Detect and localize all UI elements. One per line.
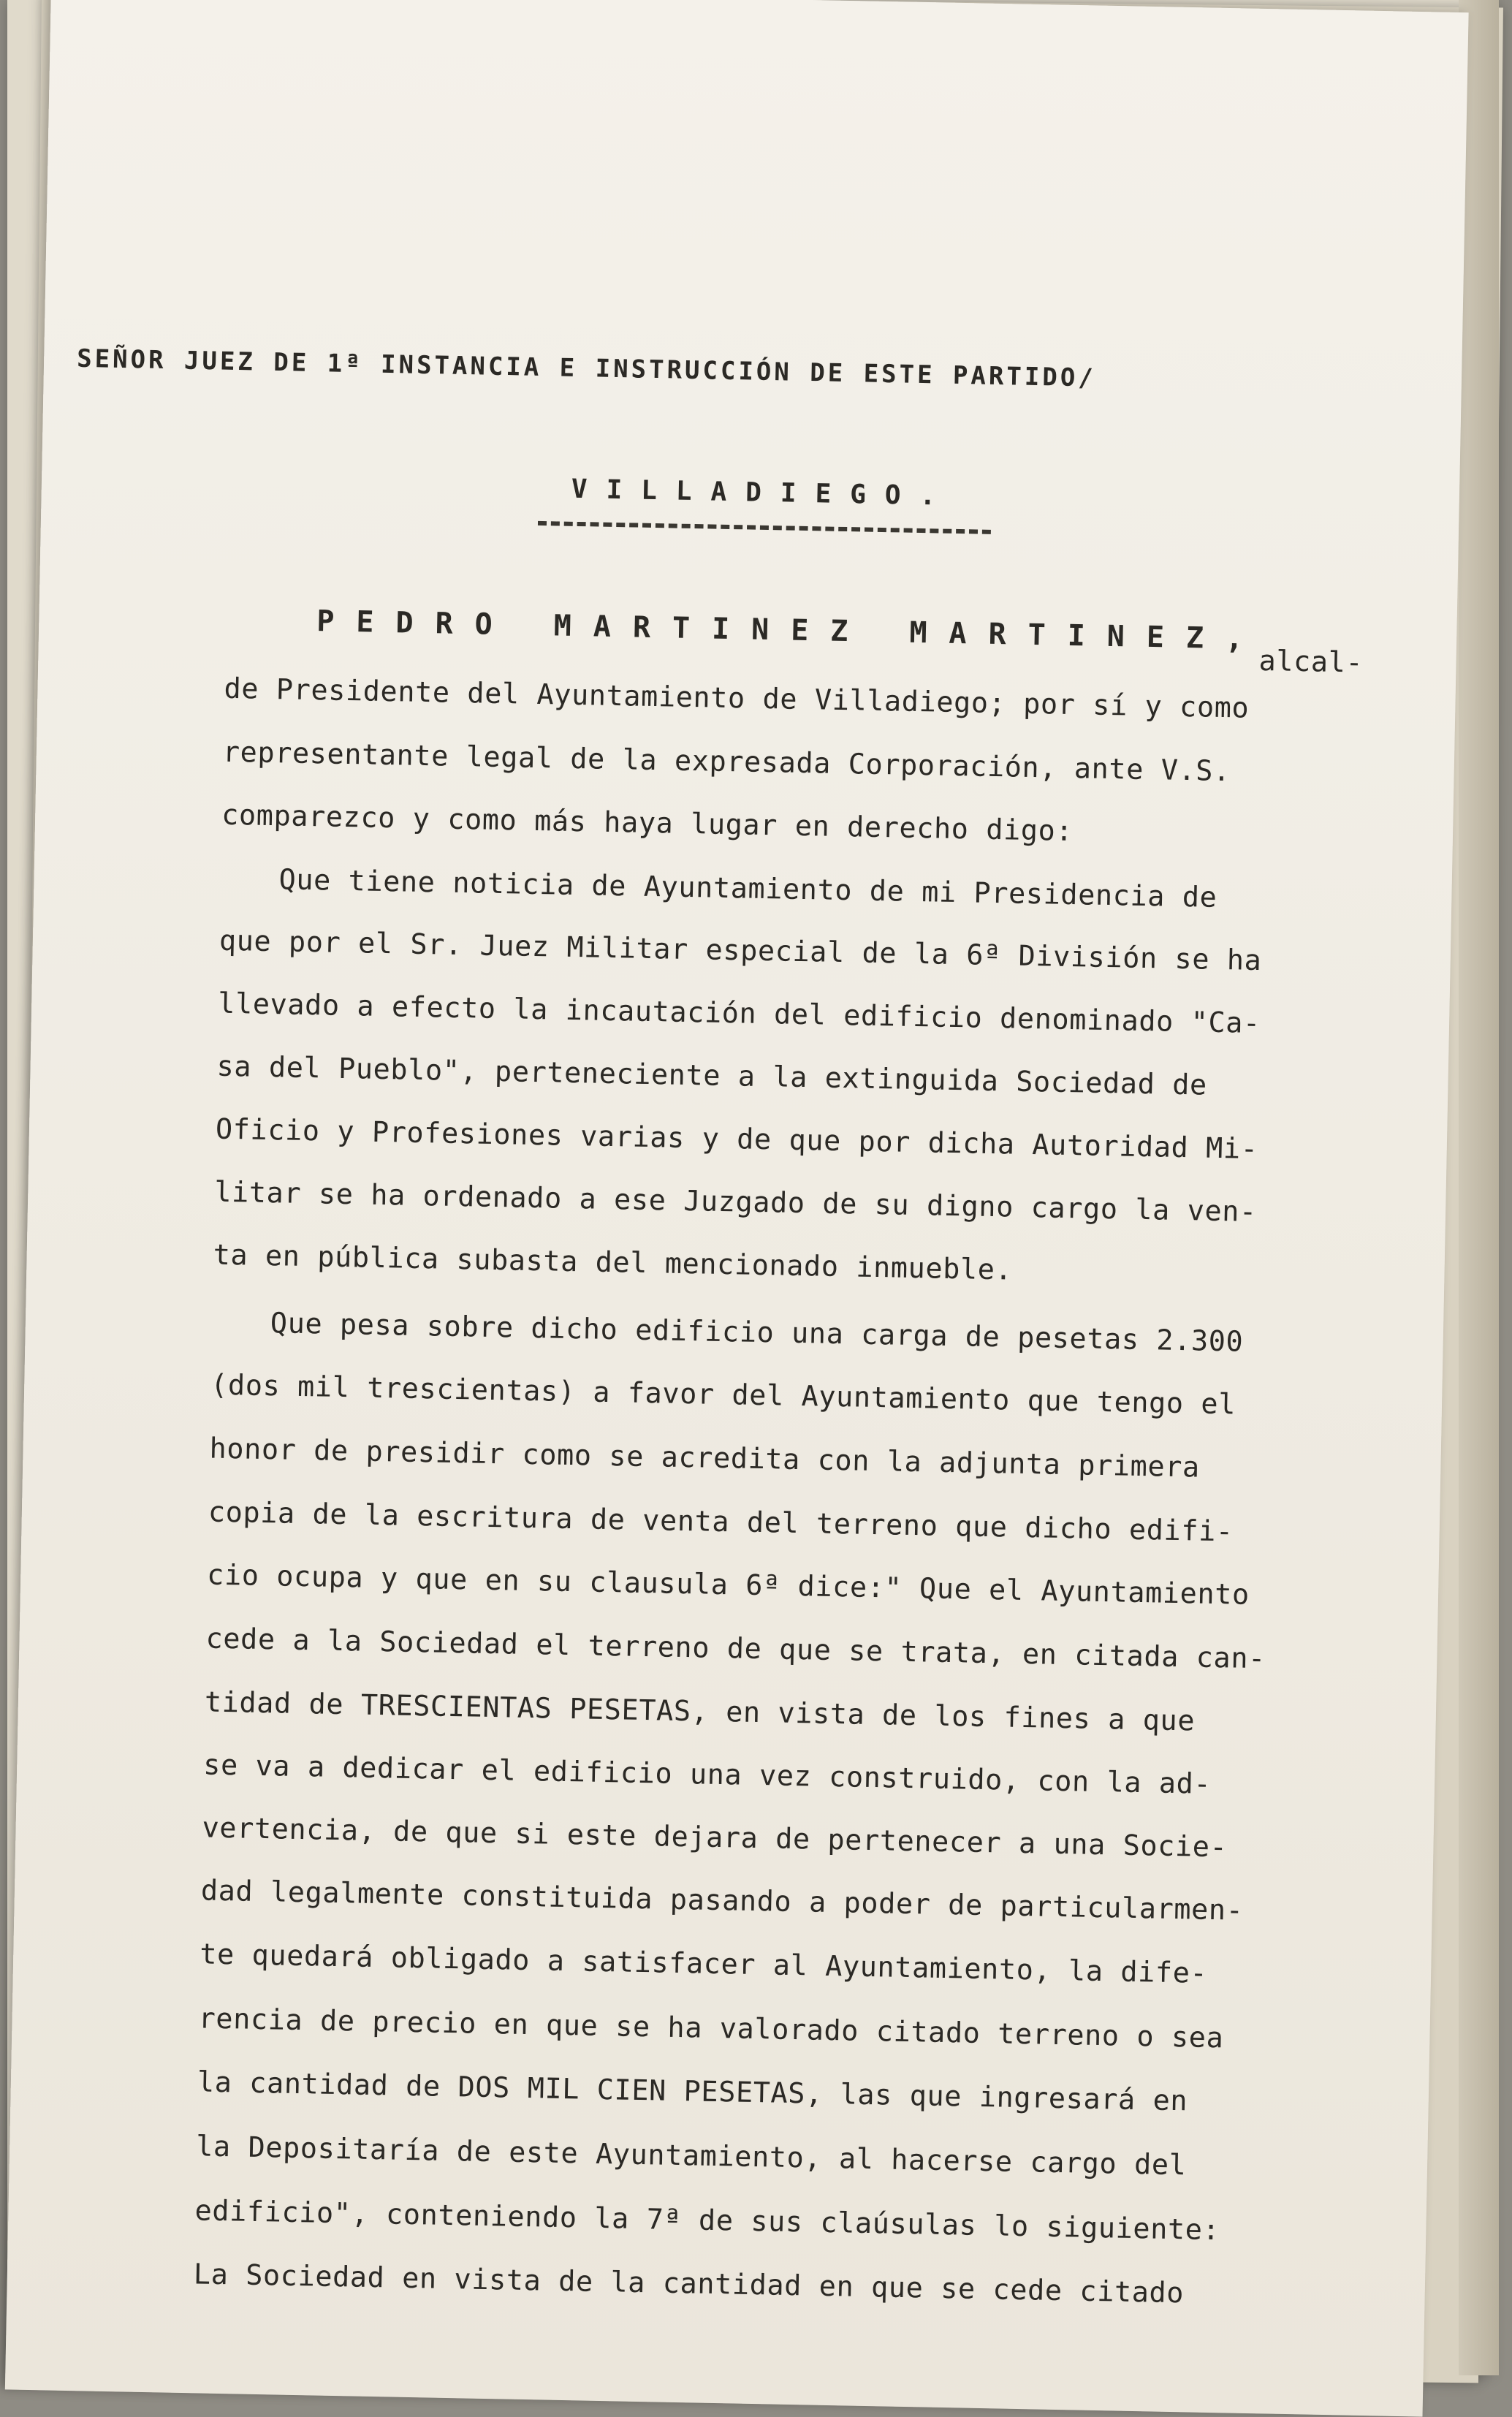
text-line: honor de presidir como se acredita con la adjunta primera [209, 1432, 1201, 1484]
addressee-heading: SEÑOR JUEZ DE 1ª INSTANCIA E INSTRUCCIÓN DE ESTE PARTIDO/ [76, 344, 1097, 393]
text-line: ta en pública subasta del mencionado inmueble. [213, 1238, 1013, 1287]
typed-document-page [5, 0, 1469, 2417]
heading-underline [538, 521, 991, 534]
text-line: Que tiene noticia de Ayuntamiento de mi Presidencia de [278, 863, 1217, 914]
text-line: que por el Sr. Juez Militar especial de la 6ª División se ha [219, 924, 1262, 978]
text-line: la cantidad de DOS MIL CIEN PESETAS, las que ingresará en [197, 2065, 1188, 2118]
text-line: te quedará obligado a satisfacer al Ayuntamiento, la dife- [199, 1938, 1208, 1990]
text-line: la Depositaría de este Ayuntamiento, al hacerse cargo del [195, 2130, 1187, 2182]
text-line: edificio", conteniendo la 7ª de sus claúsulas lo siguiente: [194, 2194, 1220, 2247]
text-line: tidad de TRESCIENTAS PESETAS, en vista de los fines a que [204, 1685, 1196, 1738]
text-line: litar se ha ordenado a ese Juzgado de su digno cargo la ven- [213, 1175, 1258, 1229]
text-line: La Sociedad en vista de la cantidad en que se cede citado [193, 2258, 1185, 2310]
text-line: sa del Pueblo", perteneciente a la extinguida Sociedad de [216, 1050, 1208, 1102]
text-line: cede a la Sociedad el terreno de que se trata, en citada can- [205, 1622, 1266, 1676]
text-line: llevado a efecto la incautación del edificio denominado "Ca- [217, 987, 1261, 1041]
text-line: alcal- [1258, 644, 1364, 680]
text-line: copia de la escritura de venta del terreno que dicho edifi- [208, 1495, 1234, 1549]
text-line: (dos mil trescientas) a favor del Ayuntamiento que tengo el [210, 1368, 1236, 1422]
page-stack-edge [1459, 0, 1499, 2375]
text-line: vertencia, de que si este dejara de pertenecer a una Socie- [202, 1811, 1228, 1864]
text-line: Que pesa sobre dicho edificio una carga de pesetas 2.300 [270, 1307, 1244, 1359]
text-line: cio ocupa y que en su clausula 6ª dice:" Que el Ayuntamiento [206, 1558, 1250, 1612]
text-line: rencia de precio en que se ha valorado citado terreno o sea [198, 2002, 1224, 2055]
text-line: dad legalmente constituida pasando a poder de particularmen- [200, 1874, 1244, 1927]
text-line: se va a dedicar el edificio una vez construido, con la ad- [202, 1748, 1212, 1801]
text-line: comparezco y como más haya lugar en derecho digo: [221, 798, 1074, 849]
petitioner-name: PEDRO MARTINEZ MARTINEZ, [316, 604, 1266, 657]
text-line: de Presidente del Ayuntamiento de Villadiego; por sí y como [224, 672, 1250, 725]
text-line: representante legal de la expresada Corporación, ante V.S. [222, 735, 1231, 789]
city-heading: VILLADIEGO. [571, 474, 955, 512]
text-line: Oficio y Profesiones varias y de que por dicha Autoridad Mi- [215, 1112, 1258, 1166]
